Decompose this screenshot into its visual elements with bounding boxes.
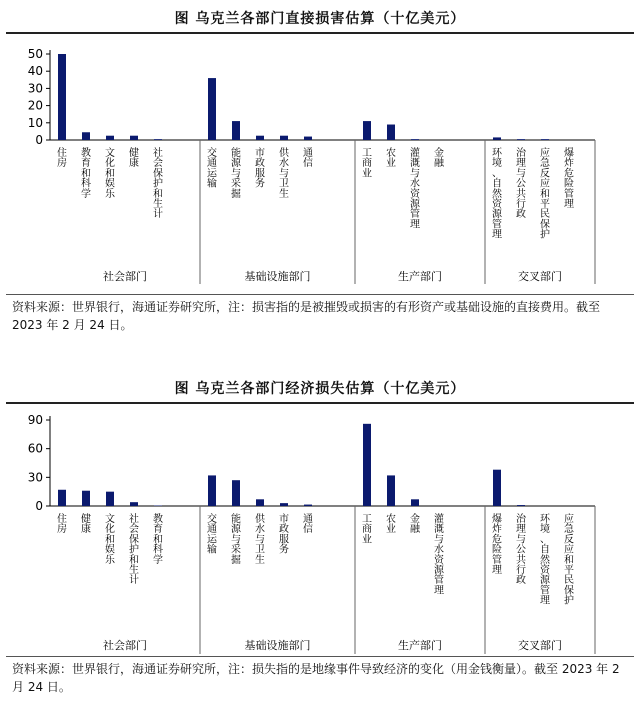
chart1-source-note: 资料来源：世界银行，海通证券研究所，注：损害指的是被摧毁或损害的有形资产或基础设施的直接费用。截至 2023 年 2 月 24 日。	[12, 300, 601, 332]
y-tick-label: 90	[27, 413, 43, 427]
bar	[387, 125, 395, 140]
bar	[208, 475, 216, 506]
chart1-top-rule	[6, 32, 634, 34]
category-label: 住房	[57, 514, 67, 536]
chart1-title: 图 乌克兰各部门直接损害估算（十亿美元）	[174, 11, 466, 27]
bar	[541, 139, 549, 140]
y-tick-label: 0	[35, 499, 43, 513]
y-tick-label: 30	[27, 470, 43, 485]
category-label: 爆炸危险管理	[492, 514, 502, 576]
category-label: 社会保护和生计	[129, 514, 139, 587]
bar	[256, 499, 264, 506]
chart1-bottom-rule	[6, 294, 634, 295]
bar	[363, 121, 371, 140]
category-label: 能源与采掘	[231, 148, 241, 200]
category-label: 农业	[386, 514, 396, 536]
category-label: 爆炸危险管理	[564, 148, 574, 210]
category-label: 治理与公共行政	[516, 514, 526, 587]
bar	[82, 132, 90, 140]
category-label: 教育和科学	[153, 514, 163, 566]
category-label: 文化和娱乐	[105, 148, 115, 200]
bar	[411, 499, 419, 506]
bar	[304, 505, 312, 506]
bar	[106, 492, 114, 506]
category-label: 供水与卫生	[255, 514, 265, 566]
group-label: 基础设施部门	[244, 270, 311, 283]
category-label: 市政服务	[255, 148, 265, 190]
category-label: 治理与公共行政	[516, 148, 526, 221]
category-label: 市政服务	[279, 514, 289, 556]
category-label: 健康	[81, 514, 91, 536]
bar	[411, 139, 419, 140]
y-tick-label: 20	[27, 98, 43, 113]
category-label: 教育和科学	[81, 148, 91, 200]
category-label: 环境、自然资源管理	[492, 148, 502, 241]
y-tick-label: 60	[27, 441, 43, 456]
bar	[493, 470, 501, 506]
bar	[106, 136, 114, 140]
group-label: 基础设施部门	[244, 639, 311, 652]
bar	[517, 139, 525, 140]
bar	[517, 505, 525, 506]
category-label: 住房	[57, 148, 67, 170]
bar	[280, 136, 288, 140]
category-label: 金融	[410, 514, 420, 536]
category-label: 金融	[434, 148, 444, 170]
bar	[304, 137, 312, 140]
category-label: 灌溉与水资源管理	[434, 514, 444, 597]
bar	[154, 139, 162, 140]
chart2-top-rule	[6, 402, 634, 404]
category-label: 供水与卫生	[279, 148, 289, 200]
bar	[493, 137, 501, 140]
category-label: 社会保护和生计	[153, 148, 163, 221]
bar	[256, 136, 264, 140]
bar	[208, 78, 216, 140]
group-label: 生产部门	[398, 270, 442, 283]
category-label: 健康	[129, 148, 139, 170]
chart2-bottom-rule	[6, 656, 634, 657]
y-tick-label: 0	[35, 133, 43, 147]
group-label: 交叉部门	[518, 270, 562, 283]
y-tick-label: 50	[27, 47, 43, 61]
bar	[232, 480, 240, 506]
category-label: 工商业	[362, 148, 372, 180]
chart2-source-note: 资料来源：世界银行，海通证券研究所，注：损失指的是地缘事件导致经济的变化（用金钱衡量）。截至 2023 年 2 月 24 日。	[12, 662, 620, 694]
y-tick-label: 40	[27, 64, 43, 79]
bar	[82, 491, 90, 506]
group-label: 生产部门	[398, 639, 442, 652]
category-label: 应急反应和平民保护	[540, 148, 550, 241]
category-label: 交通运输	[207, 148, 217, 190]
group-label: 社会部门	[103, 270, 147, 283]
chart1-plot	[0, 36, 640, 294]
bar	[387, 475, 395, 506]
bar	[363, 424, 371, 506]
bar	[232, 121, 240, 140]
category-label: 文化和娱乐	[105, 514, 115, 566]
category-label: 通信	[303, 148, 313, 170]
category-label: 农业	[386, 148, 396, 170]
group-label: 社会部门	[103, 639, 147, 652]
category-label: 交通运输	[207, 514, 217, 556]
chart2-plot	[0, 406, 640, 656]
bar	[58, 490, 66, 506]
bar	[280, 503, 288, 506]
chart2-title: 图 乌克兰各部门经济损失估算（十亿美元）	[174, 381, 466, 397]
bar	[58, 54, 66, 140]
category-label: 能源与采掘	[231, 514, 241, 566]
group-label: 交叉部门	[518, 639, 562, 652]
category-label: 灌溉与水资源管理	[410, 148, 420, 231]
category-label: 通信	[303, 514, 313, 536]
category-label: 应急反应和平民保护	[564, 514, 574, 607]
category-label: 工商业	[362, 514, 372, 546]
category-label: 环境、自然资源管理	[540, 514, 550, 607]
y-tick-label: 10	[27, 115, 43, 130]
y-tick-label: 30	[27, 81, 43, 96]
bar	[130, 502, 138, 506]
bar	[130, 136, 138, 140]
